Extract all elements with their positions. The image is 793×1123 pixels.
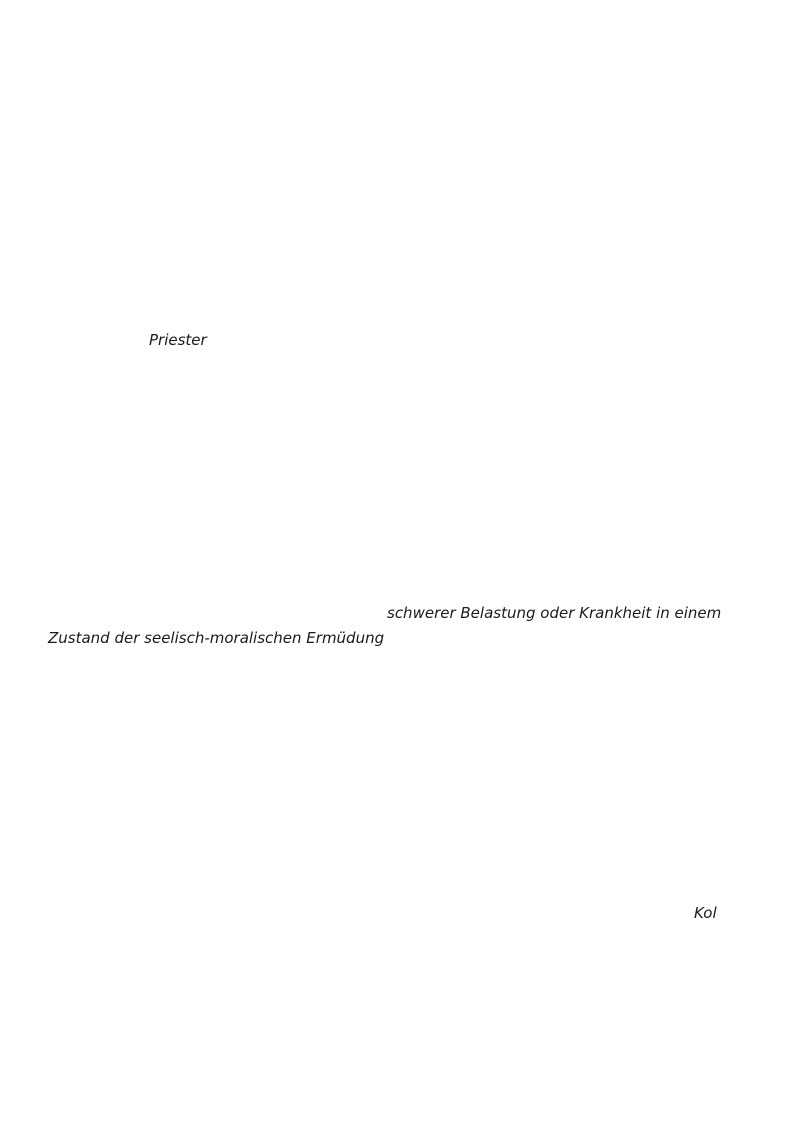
italic-text-belastung: schwerer Belastung oder Krankheit in einem xyxy=(387,604,722,622)
italic-text-priester: Priester xyxy=(149,331,207,349)
italic-text-zustand: Zustand der seelisch-moralischen Ermüdung xyxy=(48,629,385,647)
italic-text-kol: Kol xyxy=(694,904,717,922)
